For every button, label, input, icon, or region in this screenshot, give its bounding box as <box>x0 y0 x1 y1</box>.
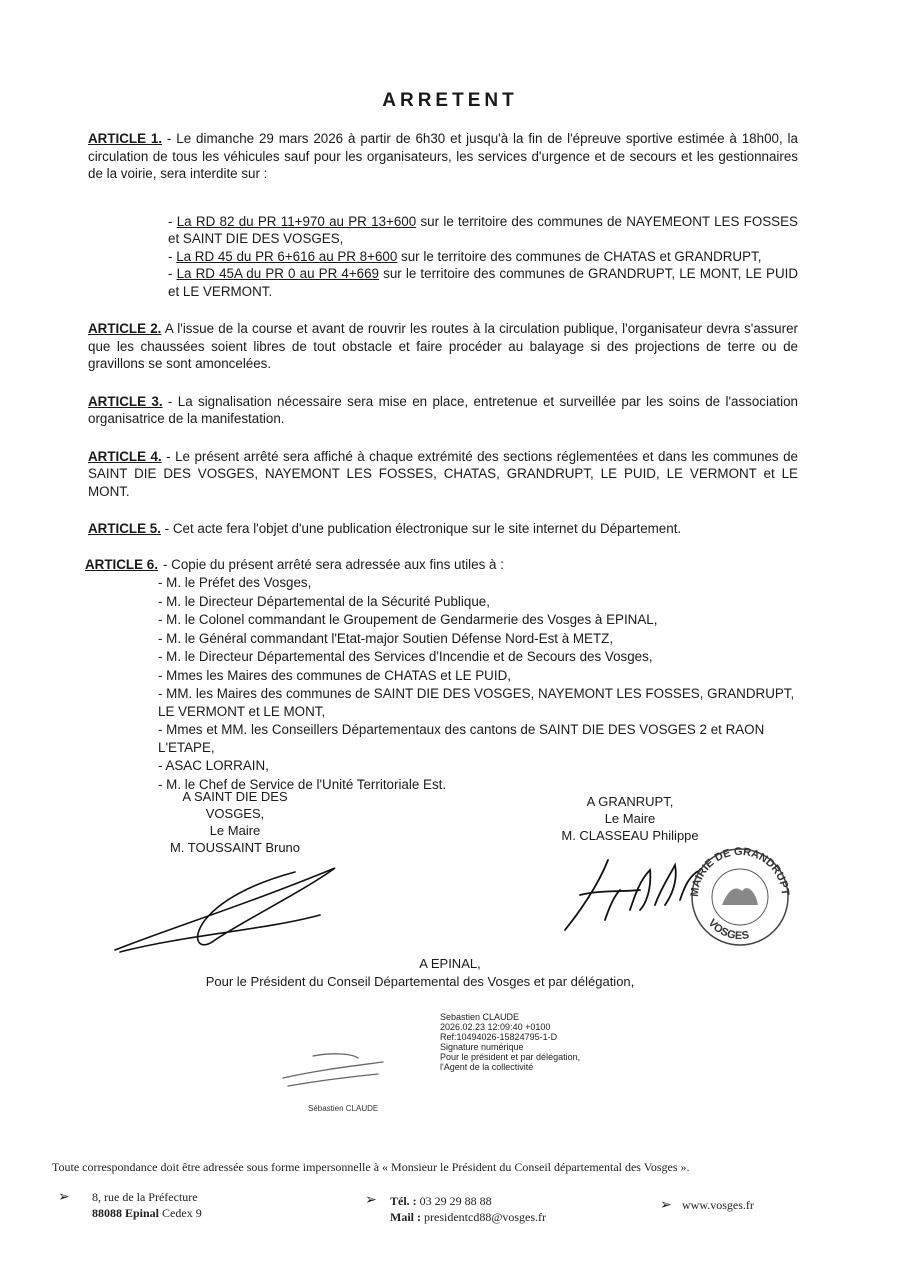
signature-role: Le Maire <box>209 823 261 838</box>
article-3-label: ARTICLE 3. <box>88 393 163 409</box>
recipient-item: - Mmes et MM. les Conseillers Départementaux des cantons de SAINT DIE DES VOSGES 2 et RAON L'ETAPE, <box>158 722 765 755</box>
decree-title: ARRETENT <box>382 90 518 111</box>
email-link[interactable]: presidentcd88@vosges.fr <box>421 1210 547 1224</box>
decree-body <box>85 130 798 794</box>
signature-name: M. CLASSEAU Philippe <box>561 828 699 843</box>
article-4-text: - Le présent arrêté sera affiché à chaque extrémité des sections réglementées et dans les communes de SAINT DIE DES VOSGES, NAYEMONT LES FOSSES, CHATAS, GRANDRUPT, LE PUID, LE VERMONT et LE MONT. <box>88 448 798 499</box>
signature-block-epinal <box>150 955 690 991</box>
article-6-intro: - Copie du présent arrêté sera adressée aux fins utiles à : <box>163 556 504 572</box>
article-1 <box>88 130 798 300</box>
article-4 <box>88 448 798 501</box>
digital-signature-scribble <box>278 1048 388 1093</box>
footer-contact: Tél. : 03 29 29 88 88 Mail : presidentcd88@vosges.fr <box>390 1194 547 1224</box>
signature-role: Le Maire <box>604 811 656 826</box>
recipient-item: - MM. les Maires des communes de SAINT DIE DES VOSGES, NAYEMONT LES FOSSES, GRANDRUPT, LE VERMONT et LE MONT, <box>158 686 795 719</box>
road-item: - La RD 45A du PR 0 au PR 4+669 sur le territoire des communes de GRANDRUPT, LE MONT, LE PUID et LE VERMONT. <box>168 266 798 299</box>
recipient-item: - M. le Directeur Départemental des Services d'Incendie et de Secours des Vosges, <box>158 649 653 664</box>
article-2-label: ARTICLE 2. <box>88 321 162 336</box>
signature-place: A SAINT DIE DES VOSGES, <box>182 789 288 821</box>
recipient-list <box>158 556 798 794</box>
signature-delegation: Pour le Président du Conseil Départemental des Vosges et par délégation, <box>205 974 635 989</box>
footer-address: 8, rue de la Préfecture 88088 Epinal Cedex 9 <box>92 1190 202 1220</box>
digital-signature-info: Sebastien CLAUDE 2026.02.23 12:09:40 +0100 Ref:10494026-15824795-1-D Signature numérique Pour le président et par délégation, l'Agent de la collectivité <box>440 1012 581 1072</box>
article-6 <box>85 556 798 794</box>
handwritten-signature-left <box>105 860 355 960</box>
article-4-label: ARTICLE 4. <box>88 448 162 464</box>
mairie-stamp <box>680 835 800 955</box>
recipient-item: - ASAC LORRAIN, <box>158 758 269 773</box>
signature-block-saint-die <box>155 788 315 856</box>
signer-name: Sébastien CLAUDE <box>308 1104 379 1113</box>
signature-place: A GRANRUPT, <box>586 794 674 809</box>
correspondence-note: Toute correspondance doit être adressée sous forme impersonnelle à « Monsieur le Président du Conseil départemental des Vosges ». <box>52 1160 690 1174</box>
recipient-item: - M. le Préfet des Vosges, <box>158 575 312 590</box>
recipient-item: - Mmes les Maires des communes de CHATAS et LE PUID, <box>158 667 511 683</box>
road-item: - La RD 82 du PR 11+970 au PR 13+600 sur le territoire des communes de NAYEMEONT LES FOSSES et SAINT DIE DES VOSGES, <box>168 213 798 246</box>
road-list <box>168 213 798 301</box>
road-reference: La RD 45A du PR 0 au PR 4+669 <box>176 266 380 281</box>
article-6-label: ARTICLE 6. <box>85 556 158 572</box>
website-link[interactable]: www.vosges.fr <box>682 1198 754 1212</box>
road-reference: La RD 82 du PR 11+970 au PR 13+600 <box>176 213 417 229</box>
recipient-item: - M. le Colonel commandant le Groupement de Gendarmerie des Vosges à EPINAL, <box>158 612 658 627</box>
stamp-top-text: MAIRIE DE GRANDRUPT <box>688 845 792 898</box>
article-5-label: ARTICLE 5. <box>88 521 161 536</box>
article-1-label: ARTICLE 1. <box>88 131 163 146</box>
svg-text:VOSGES <box>706 917 750 942</box>
article-5 <box>88 520 798 538</box>
article-2-text: A l'issue de la course et avant de rouvrir les routes à la circulation publique, l'organisateur devra s'assurer que les chaussées soient libres de tout obstacle et faire procéder au balayage si des projections de terre ou de gravillons se sont amoncelées. <box>88 321 798 371</box>
road-item: - La RD 45 du PR 6+616 au PR 8+600 sur le territoire des communes de CHATAS et GRANDRUPT, <box>168 248 762 264</box>
stamp-bottom-text: VOSGES <box>705 917 750 943</box>
arrow-icon: ➢ <box>365 1191 377 1207</box>
article-2 <box>88 320 798 373</box>
article-3-text: - La signalisation nécessaire sera mise en place, entretenue et surveillée par les soins de l'association organisatrice de la manifestation. <box>88 393 798 426</box>
signature-place: A EPINAL, <box>419 956 481 971</box>
phone-number: 03 29 29 88 88 <box>416 1194 492 1208</box>
recipient-item: - M. le Directeur Départemental de la Sécurité Publique, <box>158 593 490 609</box>
article-3 <box>88 393 798 428</box>
signature-name: M. TOUSSAINT Bruno <box>169 840 301 855</box>
arrow-icon: ➢ <box>660 1196 672 1212</box>
article-5-text: - Cet acte fera l'objet d'une publication électronique sur le site internet du Département. <box>160 521 682 536</box>
article-1-text: - Le dimanche 29 mars 2026 à partir de 6h30 et jusqu'à la fin de l'épreuve sportive estimée à 18h00, la circulation de tous les véhicules sauf pour les organisateurs, les services d'urgence et de secours et les gestionnaires de la voirie, sera interdite sur : <box>88 131 798 181</box>
road-reference: La RD 45 du PR 6+616 au PR 8+600 <box>176 248 398 264</box>
recipient-item: - M. le Général commandant l'Etat-major Soutien Défense Nord-Est à METZ, <box>158 630 614 646</box>
arrow-icon: ➢ <box>58 1188 70 1204</box>
recipient-item: - M. le Chef de Service de l'Unité Territoriale Est. <box>158 776 447 792</box>
